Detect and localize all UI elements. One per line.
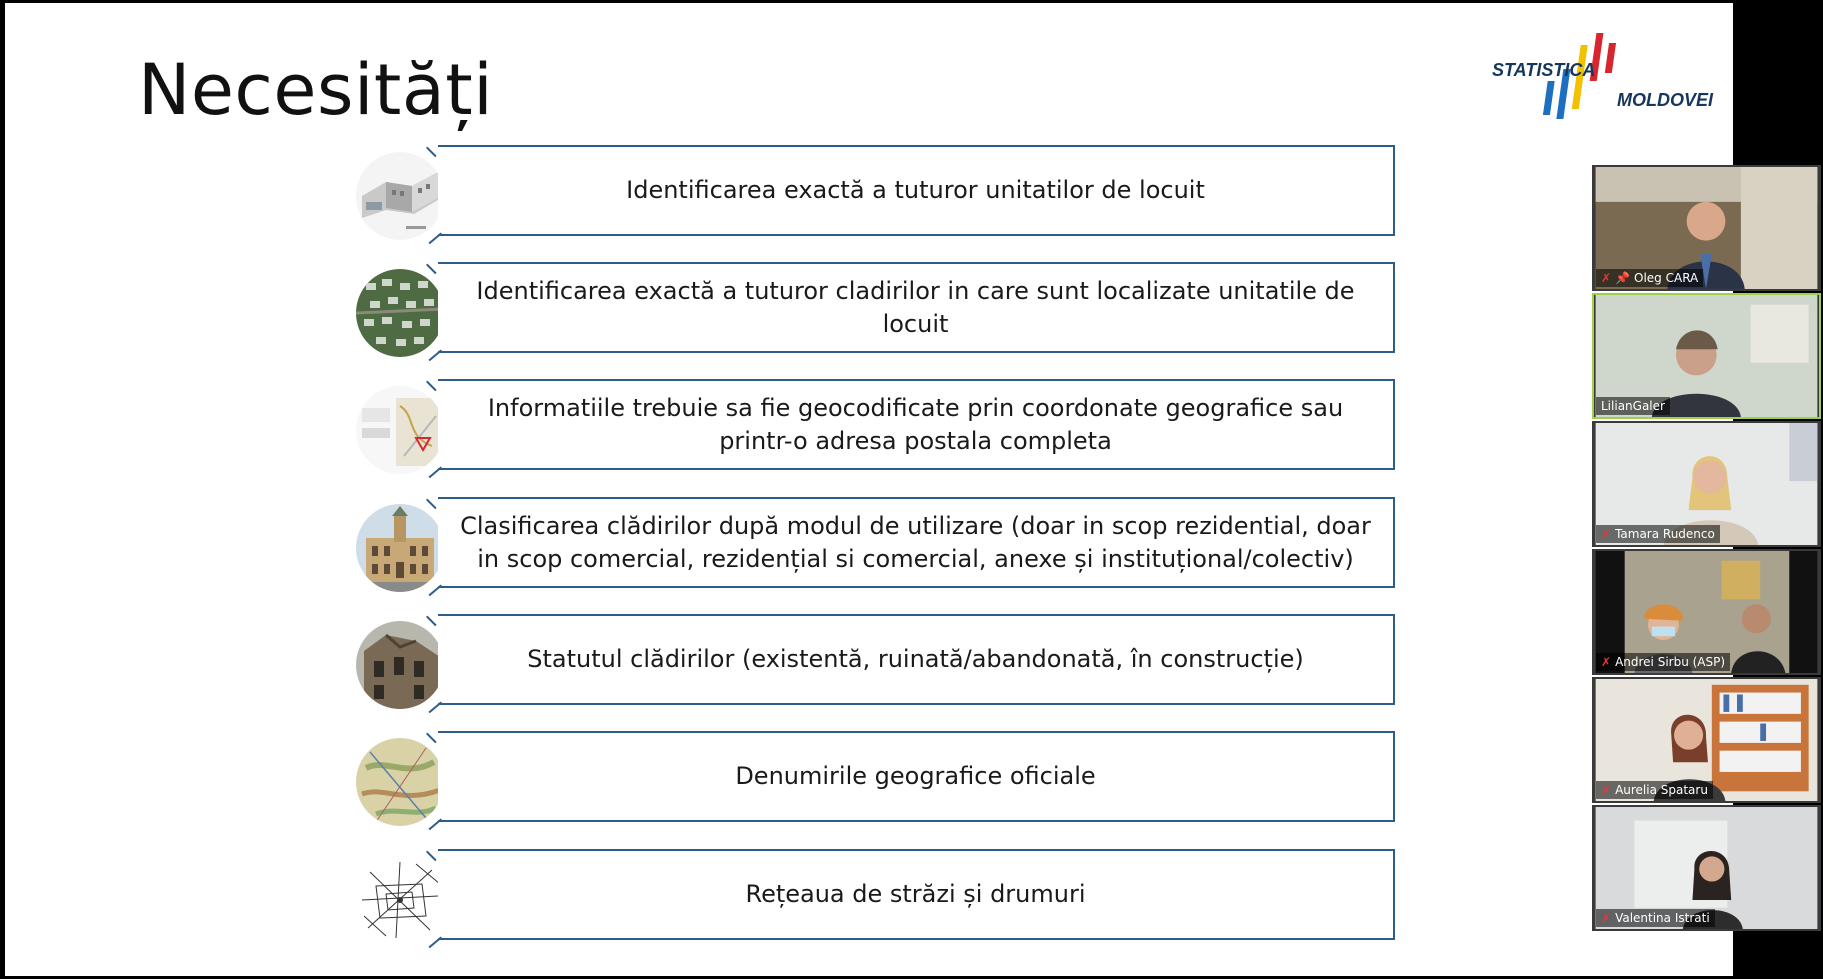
muted-mic-icon: ✗ [1601, 911, 1612, 925]
requirement-box [438, 849, 1395, 940]
muted-mic-icon: ✗ [1601, 527, 1612, 541]
participant-name: LilianGaler [1601, 399, 1665, 413]
list-item [352, 614, 1397, 708]
list-item [352, 145, 1397, 239]
requirement-box [438, 614, 1395, 705]
public-building-image [356, 504, 444, 592]
participant-tile[interactable] [1592, 165, 1821, 291]
aerial-buildings-image [356, 269, 444, 357]
requirement-text: Identificarea exactă a tuturor cladirilor in care sunt localizate unitatile de locuit [476, 276, 1355, 338]
statistica-moldovei-logo [1485, 29, 1725, 139]
participant-name: Andrei Sirbu (ASP) [1615, 655, 1726, 669]
muted-mic-icon: ✗ [1601, 271, 1612, 285]
presentation-slide [5, 3, 1733, 976]
participant-name: Oleg CARA [1634, 271, 1699, 285]
participant-nameplate [1596, 909, 1715, 927]
list-item [352, 262, 1397, 356]
participant-tile[interactable] [1592, 805, 1821, 931]
logo-text-moldovei: MOLDOVEI [1617, 90, 1714, 110]
participant-nameplate [1596, 653, 1730, 671]
requirement-text: Clasificarea clădirilor după modul de utilizare (doar in scop rezidential, doar in scop comercial, rezidențial si comercial, anexe și instituțional/colectiv) [460, 511, 1371, 573]
participant-name: Tamara Rudenco [1615, 527, 1715, 541]
requirement-text: Informatiile trebuie sa fie geocodificate prin coordonate geografice sau printr-o adresa postala completa [487, 393, 1344, 455]
slide-title: Necesități [138, 49, 494, 131]
participant-tile[interactable] [1592, 677, 1821, 803]
participant-nameplate [1596, 269, 1703, 287]
list-item [352, 379, 1397, 473]
street-network-image [356, 856, 444, 944]
muted-mic-icon: ✗ [1601, 783, 1612, 797]
participant-nameplate [1596, 397, 1670, 415]
geographic-map-image [356, 738, 444, 826]
list-item [352, 849, 1397, 943]
requirement-text: Identificarea exactă a tuturor unitatilor de locuit [626, 176, 1205, 204]
participant-nameplate [1596, 781, 1713, 799]
participant-name: Valentina Istrati [1615, 911, 1710, 925]
participant-tile[interactable] [1592, 549, 1821, 675]
requirement-box [438, 731, 1395, 822]
logo-text-statistica: STATISTICA [1492, 60, 1596, 80]
participants-video-strip [1592, 165, 1823, 935]
muted-mic-icon: ✗ [1601, 655, 1612, 669]
geocoding-map-image [356, 386, 444, 474]
ruined-building-image [356, 621, 444, 709]
requirement-text: Rețeaua de străzi și drumuri [745, 880, 1086, 908]
building-model-image [356, 152, 444, 240]
requirement-box [438, 379, 1395, 470]
list-item [352, 731, 1397, 825]
requirement-text: Denumirile geografice oficiale [735, 762, 1096, 790]
list-item [352, 497, 1397, 591]
requirement-box [438, 145, 1395, 236]
participant-name: Aurelia Spataru [1615, 783, 1708, 797]
requirement-text: Statutul clădirilor (existentă, ruinată/abandonată, în construcție) [527, 645, 1304, 673]
participant-tile[interactable] [1592, 421, 1821, 547]
participant-nameplate [1596, 525, 1720, 543]
requirement-box [438, 497, 1395, 588]
pin-icon: 📌 [1615, 271, 1631, 285]
participant-tile[interactable] [1592, 293, 1821, 419]
logo-stripes-icon [1485, 29, 1725, 139]
requirement-box [438, 262, 1395, 353]
